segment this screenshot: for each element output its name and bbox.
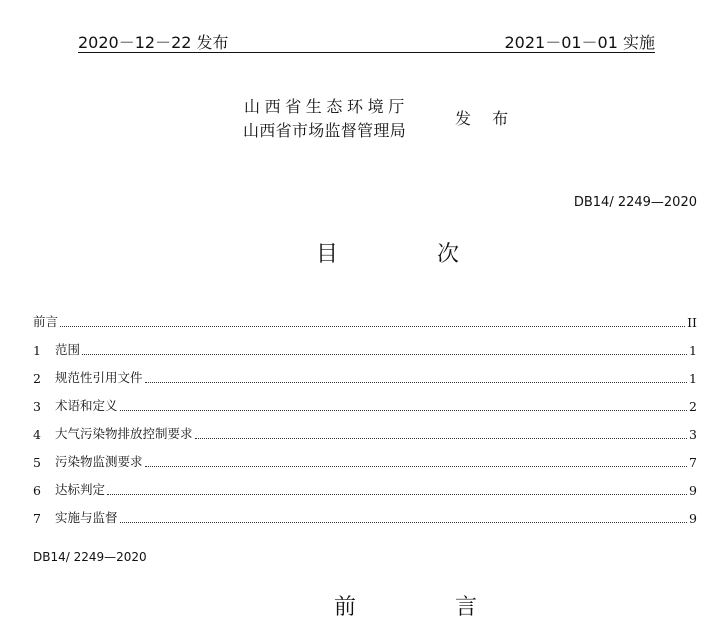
toc-entry-page: 1 (689, 371, 697, 386)
toc-entry-terms[interactable] (33, 396, 697, 414)
toc-entry-number: 4 (33, 427, 41, 442)
toc-entry-page: 7 (689, 455, 697, 470)
toc-entry-foreword[interactable] (33, 312, 697, 330)
toc-entry-label: 范围 (55, 342, 81, 357)
toc-entry-page: 1 (689, 343, 697, 358)
toc-entry-number: 3 (33, 399, 41, 414)
header-divider (78, 52, 655, 53)
page-header-standard-code: DB14/ 2249—2020 (33, 550, 147, 564)
standard-code: DB14/ 2249—2020 (573, 195, 697, 210)
toc-entry-label: 前言 (33, 314, 59, 329)
toc-entry-label: 污染物监测要求 (55, 454, 143, 469)
toc-entry-number: 1 (33, 343, 41, 358)
toc-entry-label: 规范性引用文件 (55, 370, 143, 385)
toc-leader-dots (145, 382, 688, 383)
toc-entry-number: 6 (33, 483, 41, 498)
toc-entry-number: 5 (33, 455, 41, 470)
toc-entry-page: 9 (689, 483, 697, 498)
implement-date: 2021－01－01 实施 (504, 33, 655, 52)
toc-entry-compliance[interactable] (33, 480, 697, 498)
issuer-market-supervision: 山西省市场监督管理局 (243, 121, 407, 140)
toc-entry-label: 实施与监督 (55, 510, 118, 525)
toc-entry-label: 达标判定 (55, 482, 106, 497)
toc-entry-emission-control[interactable] (33, 424, 697, 442)
toc-entry-references[interactable] (33, 368, 697, 386)
toc-entry-label: 大气污染物排放控制要求 (55, 426, 193, 441)
toc-entry-page: II (687, 315, 697, 330)
toc-entry-number: 2 (33, 371, 41, 386)
publish-date: 2020－12－22 发布 (78, 33, 229, 52)
toc-leader-dots (60, 326, 685, 327)
toc-entry-page: 3 (689, 427, 697, 442)
toc-entry-label: 术语和定义 (55, 398, 118, 413)
issuer-environment-dept: 山西省生态环境厅 (244, 97, 409, 116)
toc-leader-dots (145, 466, 688, 467)
toc-entry-page: 2 (689, 399, 697, 414)
toc-entry-implementation[interactable] (33, 508, 697, 526)
toc-entry-monitoring[interactable] (33, 452, 697, 470)
issue-label: 发 布 (455, 109, 517, 128)
toc-leader-dots (120, 410, 688, 411)
toc-leader-dots (107, 494, 687, 495)
toc-leader-dots (195, 438, 688, 439)
toc-title: 目 次 (316, 242, 505, 267)
toc-leader-dots (82, 354, 687, 355)
toc-leader-dots (120, 522, 688, 523)
foreword-title: 前 言 (334, 595, 523, 620)
toc-entry-scope[interactable] (33, 340, 697, 358)
toc-entry-page: 9 (689, 511, 697, 526)
toc-entry-number: 7 (33, 511, 41, 526)
